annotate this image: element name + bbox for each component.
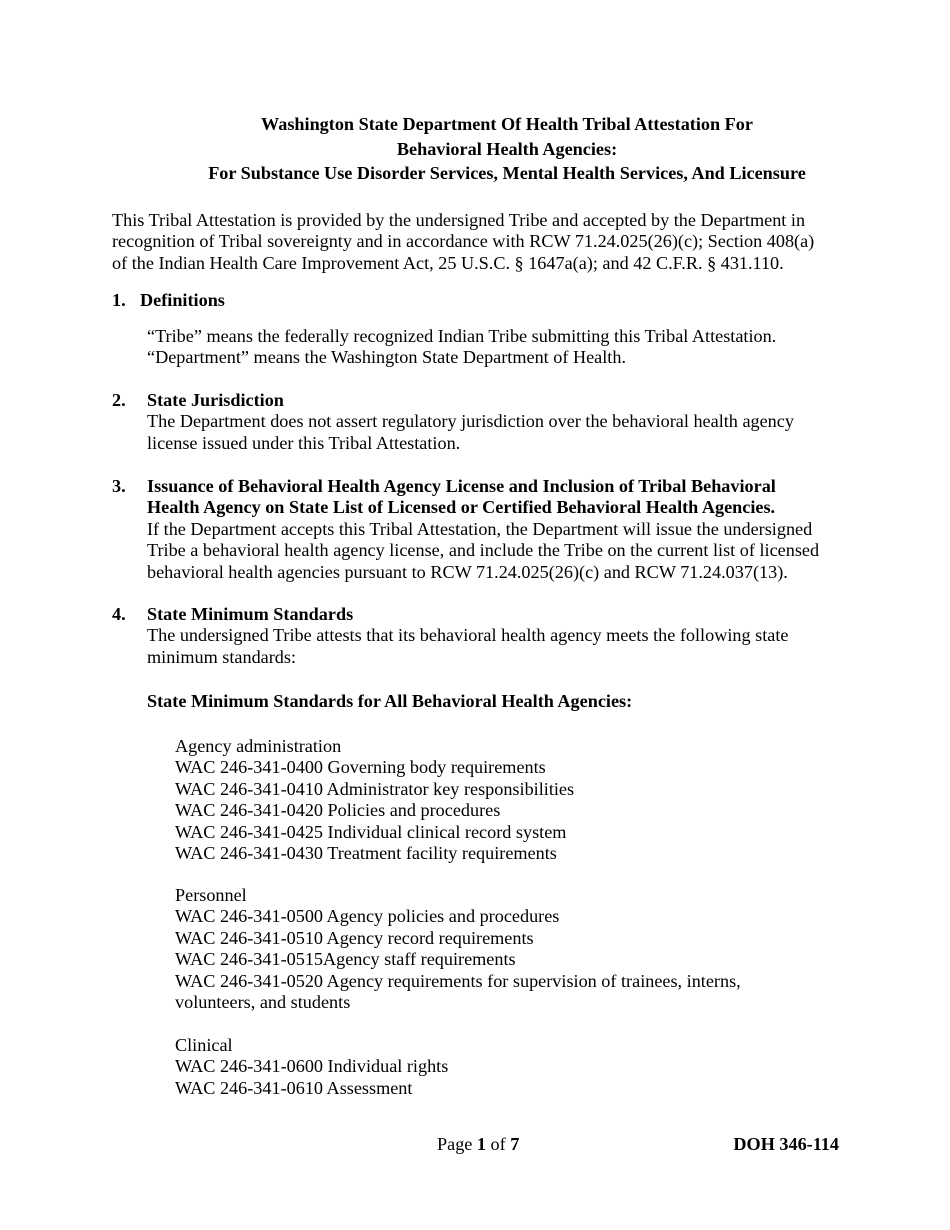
section-number: 4. — [112, 604, 126, 624]
group-label: Agency administration — [175, 736, 342, 756]
definition-department: “Department” means the Washington State Department of Health. — [147, 347, 627, 368]
section-number: 3. — [112, 476, 126, 496]
section-definitions — [112, 290, 852, 369]
document-title — [112, 112, 902, 186]
intro-line-1: This Tribal Attestation is provided by the undersigned Tribe and accepted by the Department in — [112, 210, 806, 230]
section-heading-line-1: Issuance of Behavioral Health Agency License and Inclusion of Tribal Behavioral — [147, 476, 776, 496]
intro-line-2: recognition of Tribal sovereignty and in accordance with RCW 71.24.025(26)(c); Section 408(a) — [112, 231, 815, 252]
definition-tribe: “Tribe” means the federally recognized Indian Tribe submitting this Tribal Attestation. — [147, 326, 777, 346]
standard-item: WAC 246-341-0410 Administrator key responsibilities — [175, 778, 575, 799]
section-heading: Definitions — [140, 290, 225, 310]
standard-item: WAC 246-341-0610 Assessment — [175, 1077, 413, 1098]
section-text-line: license issued under this Tribal Attestation. — [147, 432, 461, 453]
section-heading: State Jurisdiction — [147, 390, 284, 410]
title-line-3: For Substance Use Disorder Services, Mental Health Services, And Licensure — [208, 163, 806, 183]
standard-item: WAC 246-341-0510 Agency record requirements — [175, 927, 534, 948]
group-label: Clinical — [175, 1035, 233, 1055]
page-current: 1 — [476, 1134, 486, 1154]
title-line-2: Behavioral Health Agencies: — [396, 138, 618, 159]
standard-item: WAC 246-341-0500 Agency policies and procedures — [175, 906, 560, 927]
title-line-1: Washington State Department Of Health Tribal Attestation For — [261, 114, 753, 134]
section-text-line: The undersigned Tribe attests that its behavioral health agency meets the following state — [147, 625, 789, 646]
standard-item: WAC 246-341-0520 Agency requirements for supervision of trainees, interns, — [175, 970, 741, 991]
section-heading: State Minimum Standards — [147, 604, 354, 624]
page-number — [437, 1134, 519, 1155]
section-text-line: The Department does not assert regulatory jurisdiction over the behavioral health agency — [147, 411, 794, 432]
standard-item: WAC 246-341-0425 Individual clinical record system — [175, 821, 567, 842]
section-heading-line-2: Health Agency on State List of Licensed or Certified Behavioral Health Agencies. — [147, 497, 776, 518]
standard-item-continued: volunteers, and students — [175, 992, 351, 1013]
section-text-line: minimum standards: — [147, 646, 297, 667]
standards-group-clinical — [175, 1035, 795, 1099]
form-code: DOH 346-114 — [733, 1134, 839, 1154]
section-state-jurisdiction — [112, 390, 852, 454]
standard-item: WAC 246-341-0430 Treatment facility requirements — [175, 843, 557, 864]
group-label: Personnel — [175, 885, 247, 905]
intro-line-3: of the Indian Health Care Improvement Act, 25 U.S.C. § 1647a(a); and 42 C.F.R. § 431.110. — [112, 252, 784, 273]
section-text-line: behavioral health agencies pursuant to RCW 71.24.025(26)(c) and RCW 71.24.037(13). — [147, 561, 788, 582]
standards-group-agency-administration — [175, 736, 795, 864]
intro-paragraph — [112, 210, 852, 274]
section-text-line: If the Department accepts this Tribal Attestation, the Department will issue the undersigned — [147, 518, 813, 539]
standard-item: WAC 246-341-0420 Policies and procedures — [175, 800, 501, 821]
page-prefix: Page — [437, 1134, 473, 1154]
standard-item: WAC 246-341-0600 Individual rights — [175, 1056, 449, 1077]
section-state-minimum-standards — [112, 604, 852, 668]
section-number: 1. — [112, 290, 126, 310]
standards-heading: State Minimum Standards for All Behavioral Health Agencies: — [147, 691, 633, 711]
section-number: 2. — [112, 390, 126, 410]
standard-item: WAC 246-341-0515Agency staff requirements — [175, 949, 516, 970]
section-text-line: Tribe a behavioral health agency license, and include the Tribe on the current list of licensed — [147, 540, 820, 561]
page-total: 7 — [510, 1134, 520, 1154]
page-of: of — [490, 1134, 506, 1154]
page-footer — [112, 1134, 839, 1156]
section-license-issuance — [112, 476, 852, 583]
standards-group-personnel — [175, 885, 795, 1013]
standard-item: WAC 246-341-0400 Governing body requirements — [175, 757, 546, 778]
